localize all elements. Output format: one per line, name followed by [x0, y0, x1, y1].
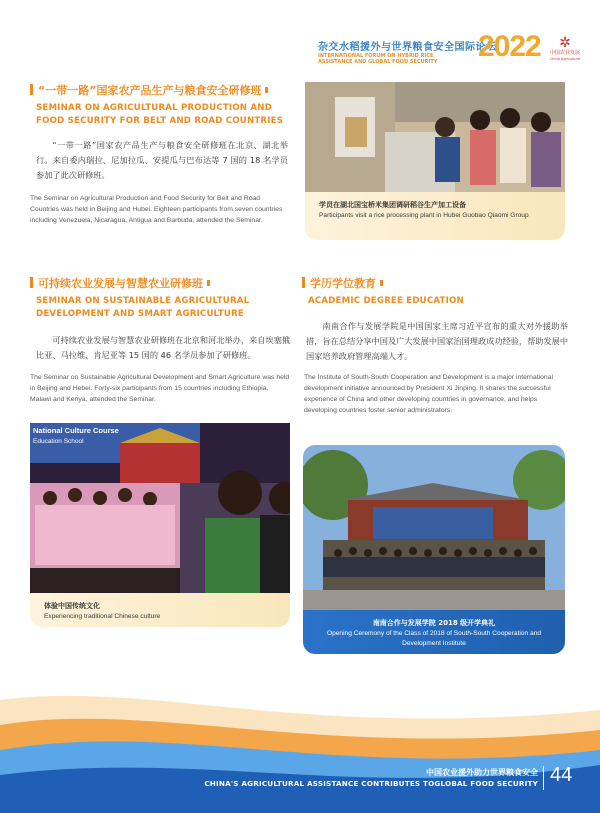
section3-caption-cn: 南南合作与发展学院 2018 级开学典礼 [372, 619, 496, 627]
section1-body-en: The Seminar on Agricultural Production and Food Security for Belt and Road Countries was held in Beijing and Hubei. Eighteen participants from seven countries including Venezuela, Nicaragua, Antigua and Barbuda, attended the Seminar. [30, 195, 283, 224]
footer-wave-decoration [0, 680, 600, 813]
section1-caption [305, 192, 565, 240]
footer-separator [543, 766, 544, 790]
section3-heading-en: ACADEMIC DEGREE EDUCATION [308, 296, 464, 306]
heading-dot-icon [265, 87, 268, 93]
section3-photo [303, 445, 565, 610]
section2-caption [30, 593, 290, 627]
section1-heading-en: SEMINAR ON AGRICULTURAL PRODUCTION AND FOOD SECURITY FOR BELT AND ROAD COUNTRIES [36, 103, 284, 126]
footer-title-en: CHINA'S AGRICULTURAL ASSISTANCE CONTRIBUTES TOGLOBAL FOOD SECURITY [204, 779, 538, 788]
heading-dot-icon [207, 280, 210, 286]
heading-bar-icon [302, 277, 305, 288]
section2-heading-en: SEMINAR ON SUSTAINABLE AGRICULTURAL DEVELOPMENT AND SMART AGRICULTURE [36, 296, 250, 319]
heading-bar-icon [30, 84, 33, 95]
section1-photo [305, 82, 565, 192]
culture-course-photo [30, 423, 290, 593]
section3-caption-en: Opening Ceremony of the Class of 2018 of South-South Cooperation and Development Institute [326, 630, 542, 647]
culture-banner-text-2: Education School [33, 438, 84, 445]
logo-text-cn: 中国农业发展 [549, 50, 580, 56]
section2-caption-cn: 体验中国传统文化 [44, 602, 100, 610]
section1-heading-cn [30, 82, 268, 98]
section2-heading-cn [30, 275, 210, 291]
header-forum-subtitle: INTERNATIONAL FORUM ON HYBRID RICE ASSISTANCE AND GLOBAL FOOD SECURITY [318, 53, 438, 65]
heading-bar-icon [30, 277, 33, 288]
logo-text-en: China Agriculture [549, 57, 581, 61]
section3-body-en: The Institute of South-South Cooperation and Development is a major international development initiative announced by President Xi Jinping. It shares the successful experience of China and other developing countries in governance, and helps developing countries foster senior administrators. [304, 374, 553, 414]
section3-body-cn: 南南合作与发展学院是中国国家主席习近平宣布的重大对外援助举措，旨在总结分享中国及广大发展中国家治国理政成功经验，帮助发展中国家培养政府管理高端人才。 [306, 321, 569, 361]
rice-plant-photo [305, 82, 565, 192]
section2-photo [30, 423, 290, 593]
section1-body-cn: “一带一路”国家农产品生产与粮食安全研修班在北京、湖北举行。来自委内瑞拉、尼加拉瓜、安提瓜与巴布达等 7 国的 18 名学员参加了此次研修班。 [36, 140, 288, 180]
section3-heading-cn [302, 275, 383, 291]
header-forum-title: 杂交水稻援外与世界粮食安全国际论坛 [318, 42, 497, 53]
header-year: 2022 [478, 30, 541, 63]
section3-caption [303, 610, 565, 654]
section2-body-cn: 可持续农业发展与智慧农业研修班在北京和河北举办，来自埃塞俄比亚、马拉维、肯尼亚等 15 国的 46 名学员参加了研修班。 [36, 335, 290, 360]
header-logo [545, 36, 585, 62]
opening-ceremony-photo [303, 445, 565, 610]
page-number: 44 [550, 764, 573, 786]
section1-caption-cn: 学员在湖北国宝桥米集团调研稻谷生产加工设备 [319, 201, 466, 209]
culture-banner-text: National Culture Course [33, 426, 119, 435]
heading-dot-icon [380, 280, 383, 286]
section1-heading-text: “一带一路”国家农产品生产与粮食安全研修班 [38, 84, 262, 97]
section2-body-en: The Seminar on Sustainable Agricultural Development and Smart Agriculture was held in Beijing and Hebei. Forty-six participants from 15 countries including Ethiopia, Malawi and Kenya, attended the Seminar. [30, 374, 290, 403]
logo-mark-icon: ✲ [559, 35, 571, 51]
section2-caption-en: Experiencing traditional Chinese culture [44, 613, 161, 620]
section3-heading-text: 学历学位教育 [310, 277, 376, 290]
footer-title-cn: 中国农业援外助力世界粮食安全 [426, 768, 538, 777]
section1-caption-en: Participants visit a rice processing plant in Hubei Guobao Qiaomi Group [319, 212, 529, 219]
section2-heading-text: 可持续农业发展与智慧农业研修班 [38, 277, 203, 290]
